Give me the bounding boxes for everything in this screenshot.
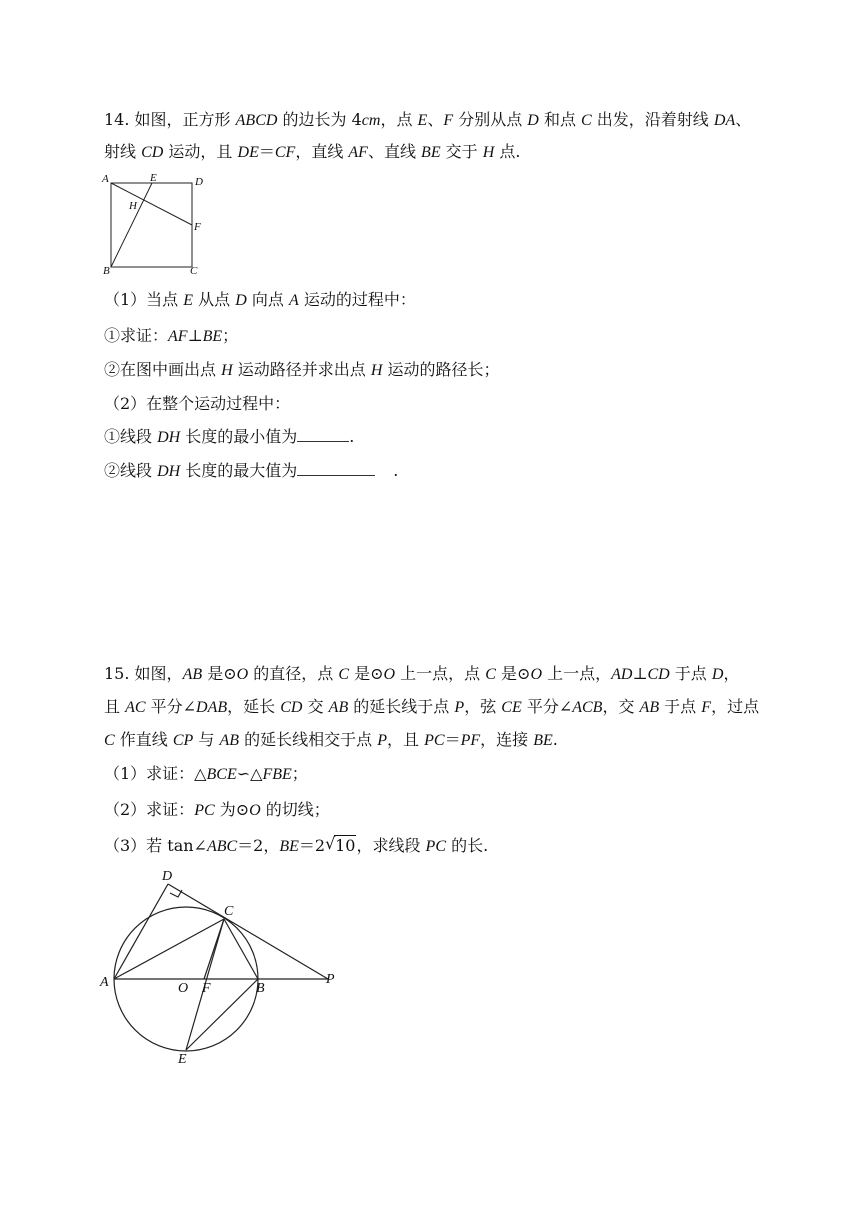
line-dp [168,884,328,979]
q14-part-1-i [104,325,238,348]
q14-part-2 [104,393,290,415]
text-segment: 是⊙ [495,664,531,683]
text-segment: 于点 [659,697,702,716]
text-segment: 、 [735,110,752,129]
text-segment: 的长. [446,836,489,855]
math-symbol: CD [647,666,670,683]
text-segment: 的延长线相交于点 [239,730,378,749]
math-symbol: AC [125,699,146,716]
math-symbol: CD [141,144,164,161]
q14-stem-line-2 [104,141,521,164]
sqrt-expression: √ 10 [325,834,356,855]
label-f: F [202,981,211,996]
text-segment: 的直径，点 [248,664,339,683]
text-segment: ，且 [387,730,425,749]
math-symbol: DA [713,112,736,129]
text-segment: （2）在整个运动过程中： [104,394,291,413]
math-symbol: H [370,362,383,379]
square-abcd [111,183,192,267]
math-symbol: DAB [196,699,228,716]
math-symbol: F [701,699,712,716]
text-segment: （1）求证：△ [104,764,207,783]
text-segment: 交 [302,697,329,716]
text-segment: 于点 [669,664,712,683]
text-segment: ＝2， [237,836,280,855]
text-segment: 运动的路径长； [382,360,500,379]
text-segment: ⊥ [187,326,203,345]
math-symbol: ABCD [235,112,278,129]
math-symbol: O [249,802,261,819]
text-segment: ②在图中画出点 [104,360,222,379]
text-segment: ，延长 [227,697,281,716]
label-c: C [190,265,198,277]
text-segment: ∽△ [236,764,263,783]
text-segment: ，弦 [464,697,502,716]
math-symbol: CP [172,732,194,749]
text-segment: 运动路径并求出点 [232,360,371,379]
text-segment: . [552,730,558,749]
math-symbol: AB [219,732,240,749]
text-segment: 、直线 [367,142,422,161]
math-symbol: PC [194,802,215,819]
math-symbol: O [383,666,396,683]
text-segment: ，过点 [711,697,760,716]
text-segment: （1）当点 [104,290,184,309]
text-segment: 是⊙ [349,664,384,683]
text-segment: 射线 [104,142,142,161]
label-e: E [150,172,157,184]
text-segment: 点. [494,142,521,161]
label-o: O [178,981,189,996]
text-segment: 的边长为 4 [277,110,362,129]
text-segment: 平分∠ [145,697,197,716]
text-segment: （2）求证： [104,800,195,819]
q14-figure-square [100,170,212,280]
math-symbol: AD [611,666,633,683]
math-symbol: D [527,112,539,129]
math-symbol: PC [425,838,446,855]
math-symbol: O [530,666,543,683]
text-segment: 与 [193,730,220,749]
text-segment: 向点 [246,290,289,309]
text-segment: 且 [104,697,126,716]
answer-blank-min[interactable] [297,426,349,442]
line-be [111,183,152,267]
text-segment: ，直线 [295,142,349,161]
answer-blank-max[interactable] [297,460,375,476]
text-segment: 为⊙ [214,800,250,819]
label-e: E [178,1052,187,1067]
text-segment: 上一点， [542,664,612,683]
text-segment: ，连接 [480,730,534,749]
text-segment: 的延长线于点 [348,697,455,716]
text-segment: 作直线 [114,730,173,749]
label-a: A [100,975,109,990]
label-b: B [256,981,265,996]
q14-part-1 [104,289,416,312]
text-segment: ，求线段 [356,836,426,855]
line-af [111,183,192,225]
text-segment: ＝2 [298,836,326,855]
text-segment: ，点 [380,110,418,129]
math-symbol: DH [157,463,181,480]
math-symbol: ACB [572,699,603,716]
q14-part-1-ii [104,359,500,382]
math-symbol: FBE [262,766,292,783]
text-segment: 运动，且 [163,142,238,161]
math-symbol: CD [280,699,303,716]
text-segment: 的切线； [260,800,330,819]
text-segment: 上一点，点 [395,664,486,683]
math-symbol: C [338,666,350,683]
label-h: H [129,200,137,212]
math-symbol: E [417,112,428,129]
math-symbol: F [443,112,454,129]
q14-part-2-ii: ②线段 DH 长度的最大值为 . [104,461,399,480]
text-segment: ＝ [258,142,275,161]
text-segment: ＝ [444,730,461,749]
math-symbol: E [183,292,194,309]
text-segment: 平分∠ [521,697,573,716]
math-symbol: PF [460,732,481,749]
math-symbol: C [104,732,115,749]
label-p: P [326,972,335,987]
text-segment: ， [723,664,740,683]
math-symbol: PC [424,732,445,749]
label-c: C [224,904,234,919]
text-segment: ，交 [602,697,640,716]
label-b: B [103,265,110,277]
text-segment: 运动的过程中： [298,290,416,309]
text-segment: 、 [427,110,444,129]
math-symbol: AF [348,144,368,161]
math-symbol: AB [328,699,349,716]
q15-part-1 [104,763,308,786]
label-a: A [102,173,109,185]
math-symbol: BE [421,144,441,161]
text-segment: ⊥ [632,664,648,683]
math-symbol: D [711,666,724,683]
q14-number: 14. [104,110,130,129]
math-symbol: H [221,362,233,379]
q15-stem-line-3 [104,729,558,752]
math-symbol: P [377,732,388,749]
q15-number: 15. [104,664,130,683]
text-segment: 交于 [440,142,483,161]
math-symbol: BE [533,732,553,749]
q15-part-3 [104,835,488,858]
math-symbol: CE [501,699,522,716]
math-symbol: BE [279,838,299,855]
math-symbol: BCE [206,766,237,783]
q14-part-2-i: ①线段 DH 长度的最小值为 . [104,427,355,446]
text-segment: ； [222,326,239,345]
q15-stem-line-1 [104,663,739,686]
math-symbol: CF [274,144,296,161]
math-symbol: DE [237,144,259,161]
math-symbol: O [236,666,249,683]
q15-figure-circle [96,864,352,1072]
text-segment: ①求证： [104,326,169,345]
math-symbol: H [482,144,495,161]
text-segment: （3）若 tan∠ [104,836,207,855]
math-symbol: C [581,112,592,129]
q15-stem-line-2 [104,696,759,719]
math-symbol: AB [639,699,660,716]
text-segment: 如图，正方形 [134,110,236,129]
math-symbol: AF [168,328,188,345]
math-symbol: D [235,292,247,309]
text-segment: 如图， [134,664,183,683]
text-segment: ； [291,764,308,783]
text-segment: ②线段 [104,461,158,480]
math-symbol: ABC [206,838,238,855]
text-segment: 出发，沿着射线 [591,110,714,129]
math-symbol: AB [182,666,203,683]
math-symbol: C [485,666,496,683]
text-segment: 和点 [538,110,582,129]
math-symbol: A [289,292,299,309]
q15-part-2 [104,799,330,822]
math-symbol: DH [157,429,181,446]
math-symbol: P [454,699,465,716]
text-segment: 从点 [193,290,236,309]
q14-stem-line-1 [104,109,751,132]
text-segment: 是⊙ [202,664,237,683]
text-segment: 分别从点 [453,110,528,129]
text-segment: 长度的最小值为 [180,427,298,446]
q14-stem-line-1-text [135,110,752,129]
label-d: D [162,869,173,884]
math-symbol: cm [361,112,381,129]
label-f: F [194,221,201,233]
math-symbol: BE [202,328,223,345]
text-segment: ①线段 [104,427,158,446]
text-segment: 长度的最大值为 [180,461,298,480]
label-d: D [195,176,203,188]
